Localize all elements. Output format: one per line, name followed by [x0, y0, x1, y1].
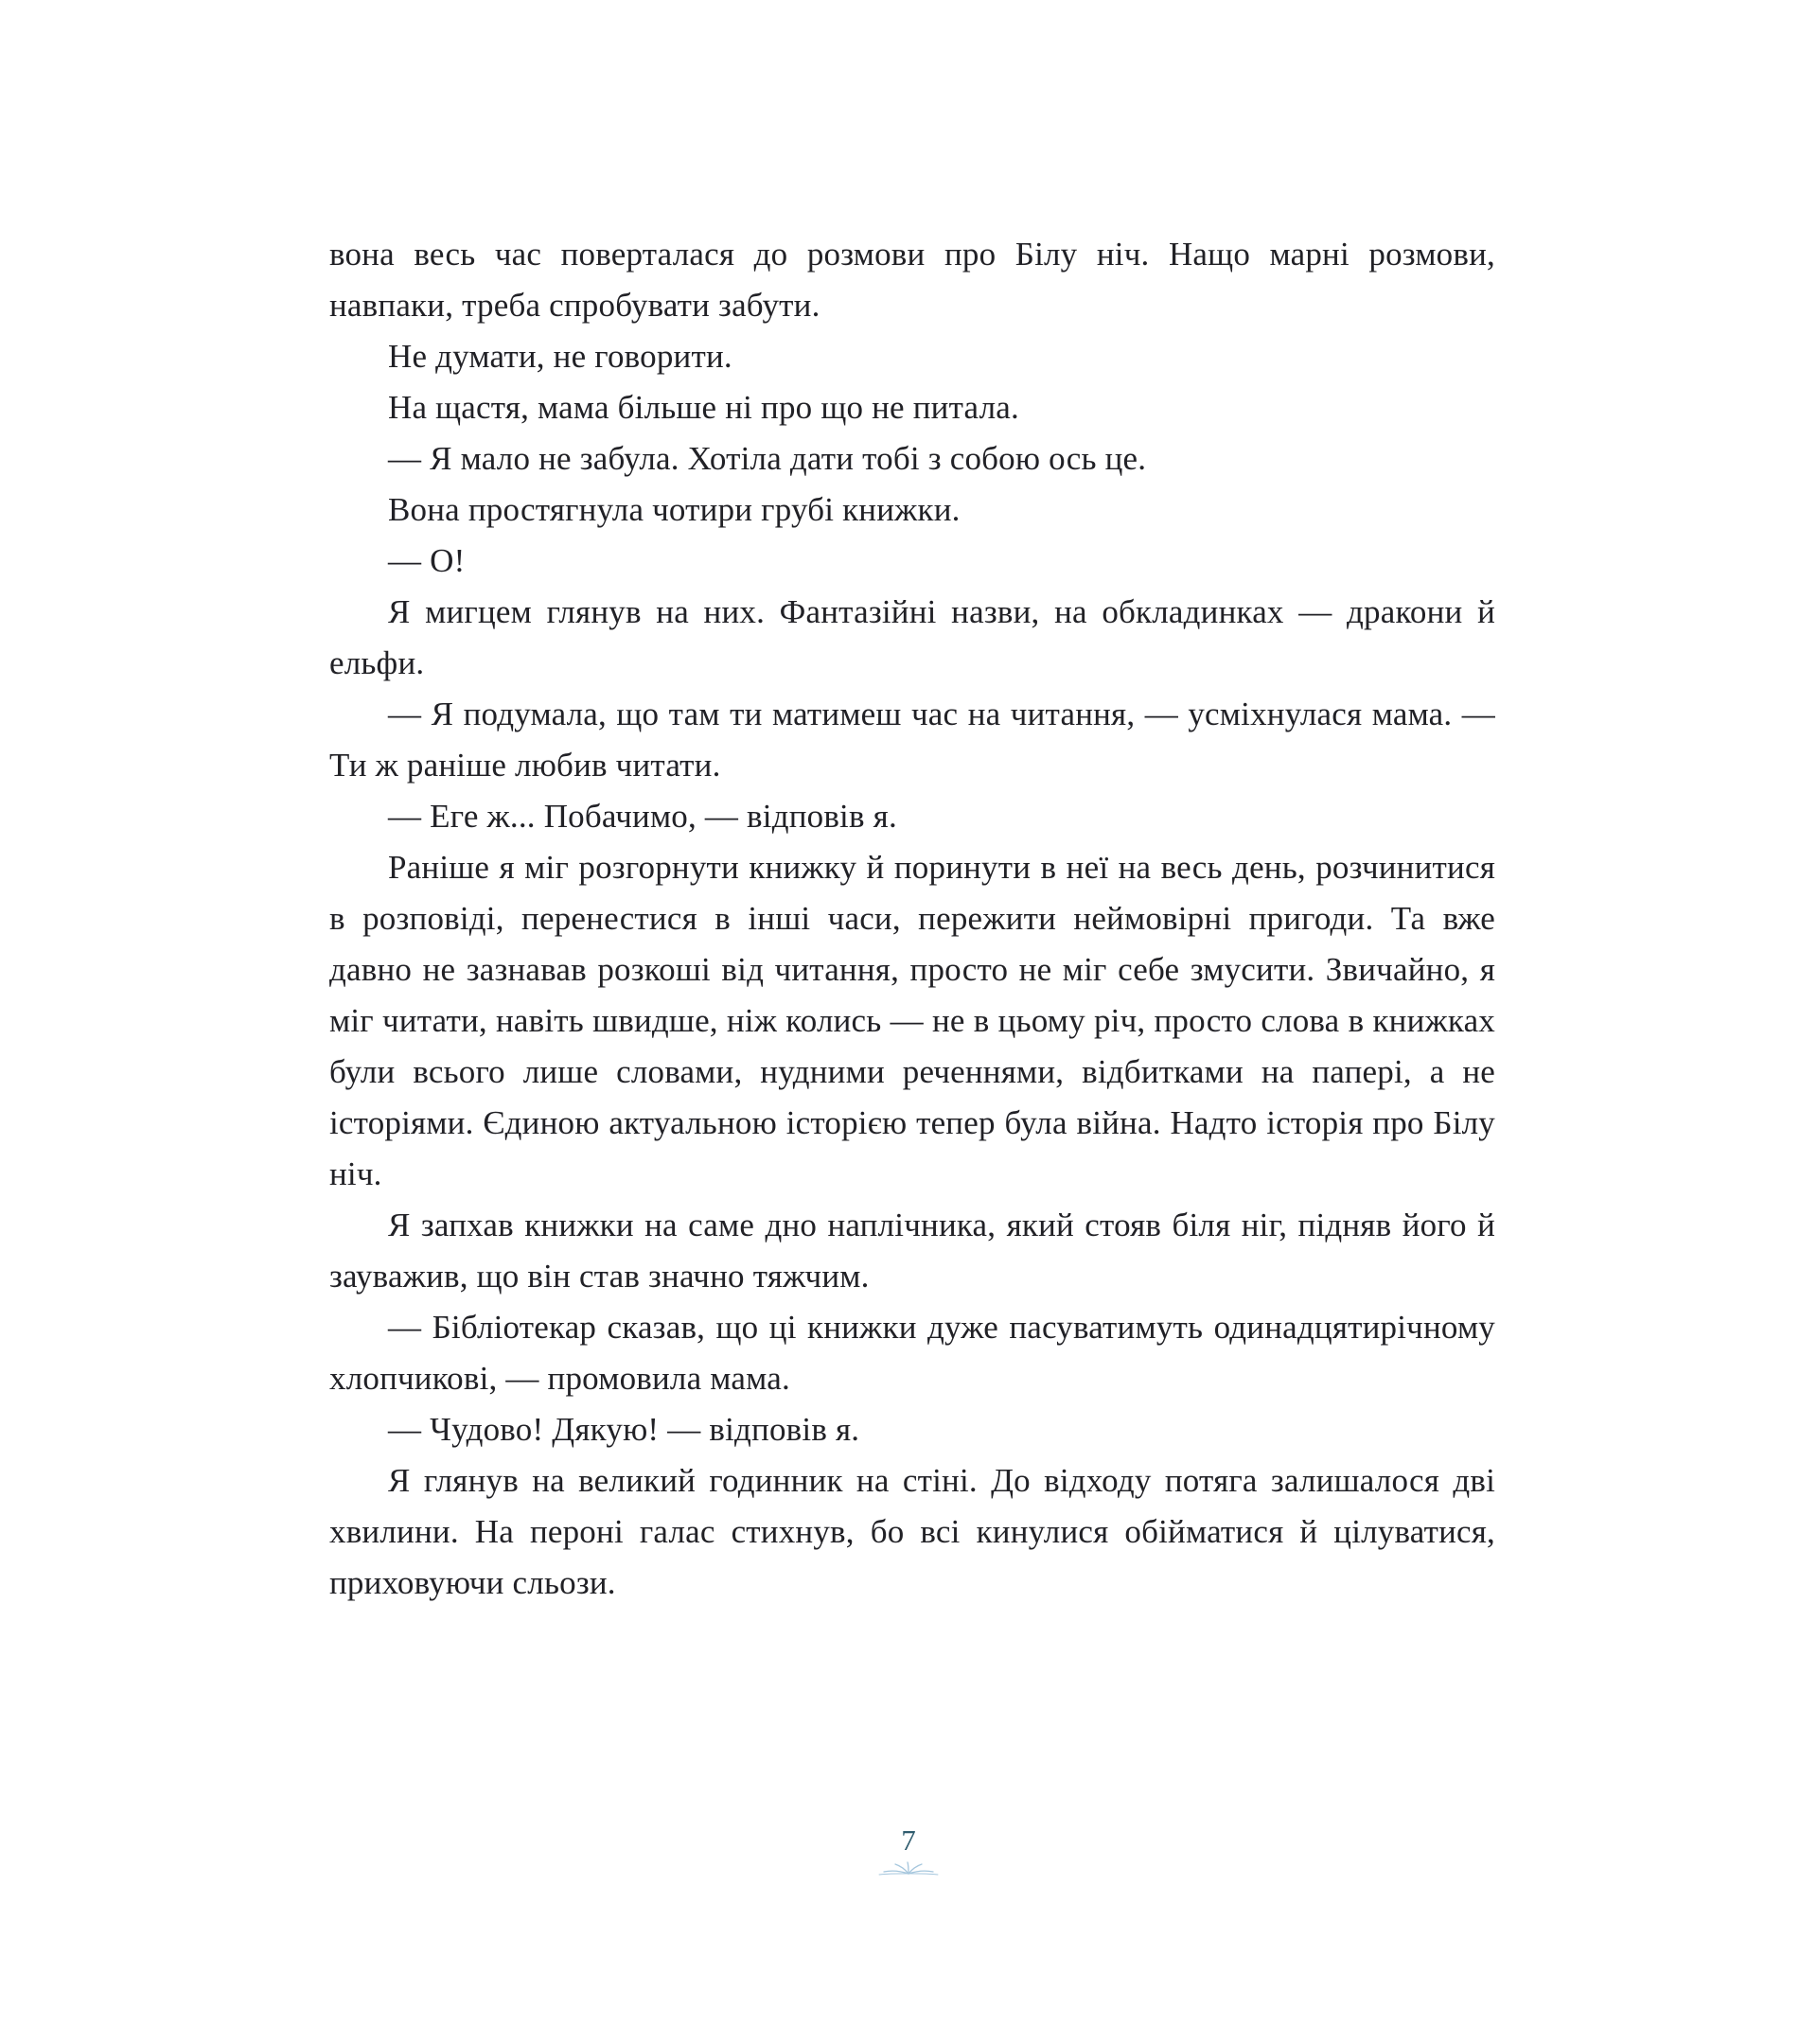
paragraph: Я глянув на великий годинник на стіні. До відходу потяга залишалося дві хвилини. На пероні галас стихнув, бо всі кинулися обійматися й цілуватися, приховуючи сльози.	[329, 1462, 1495, 1601]
paragraph: — Я мало не забула. Хотіла дати тобі з собою ось це.	[388, 440, 1147, 477]
paragraph: Я мигцем глянув на них. Фантазійні назви, на обкладинках — дракони й ельфи.	[329, 593, 1495, 681]
sprig-flourish-icon	[872, 1860, 945, 1882]
paragraph: Не думати, не говорити.	[388, 338, 732, 375]
paragraph: Я запхав книжки на саме дно наплічника, який стояв біля ніг, підняв його й зауважив, що він став значно тяжчим.	[329, 1207, 1495, 1295]
page-number: 7	[901, 1824, 916, 1857]
paragraph: — Я подумала, що там ти матимеш час на читання, — усміхнулася мама. — Ти ж раніше любив читати.	[329, 696, 1495, 784]
paragraph: Раніше я міг розгорнути книжку й поринути в неї на весь день, розчинитися в розповіді, перенестися в інші часи, пережити неймовірні пригоди. Та вже давно не зазнавав розкоші від читання, просто не міг себе змусити. Звичайно, я міг читати, навіть швидше, ніж колись — не в цьому річ, просто слова в книжках були всього лише словами, нудними реченнями, відбитками на папері, а не історіями. Єдиною актуальною історією тепер була війна. Надто історія про Білу ніч.	[329, 849, 1495, 1192]
paragraph: — Чудово! Дякую! — відповів я.	[388, 1411, 860, 1448]
paragraph: — Бібліотекар сказав, що ці книжки дуже пасуватимуть одинадцятирічному хлопчикові, — промовила мама.	[329, 1309, 1495, 1397]
paragraph: — Еге ж... Побачимо, — відповів я.	[388, 798, 897, 835]
paragraph: — О!	[388, 542, 466, 579]
paragraph: На щастя, мама більше ні про що не питала.	[388, 389, 1019, 426]
paragraph: Вона простягнула чотири грубі книжки.	[388, 491, 961, 528]
page-footer	[0, 1824, 1817, 1882]
text-block	[329, 229, 1495, 1609]
paragraph: вона весь час поверталася до розмови про Білу ніч. Нащо марні розмови, навпаки, треба спробувати забути.	[329, 236, 1495, 324]
